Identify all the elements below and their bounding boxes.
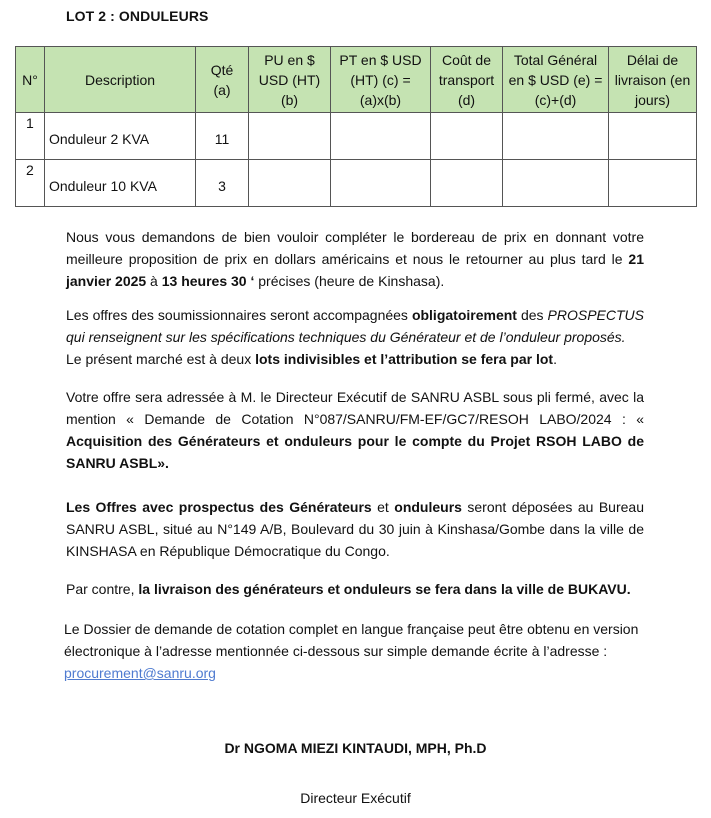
text: Par contre, (66, 581, 139, 597)
table-row (16, 113, 697, 160)
header-quantity: Qté (a) (196, 47, 249, 113)
emphasis: Les Offres avec prospectus des Générateurs (66, 499, 372, 515)
row-unit-price-cell[interactable] (249, 160, 331, 207)
deadline-date: 21 janvier 2025 (66, 251, 644, 289)
paragraph-submission (66, 386, 644, 474)
emphasis: obligatoirement (411, 307, 517, 323)
emphasis: onduleurs (394, 499, 462, 515)
row-delivery-delay-cell[interactable] (609, 113, 697, 160)
paragraph-prospectus (66, 304, 644, 370)
submission-subject: Acquisition des Générateurs et onduleurs pour le compte du Projet RSOH LABO de SANRU ASBL». (66, 433, 644, 471)
row-grand-total-cell[interactable] (503, 113, 609, 160)
row-number: 2 (16, 160, 45, 207)
header-number: N° (16, 47, 45, 113)
header-grand-total: Total Général en $ USD (e) = (c)+(d) (503, 47, 609, 113)
lot-title: LOT 2 : ONDULEURS (66, 8, 209, 24)
text: des (516, 307, 548, 323)
row-grand-total-cell[interactable] (503, 160, 609, 207)
delivery-location: la livraison des générateurs et onduleurs se fera dans la ville de BUKAVU. (138, 581, 631, 597)
row-quantity: 11 (196, 113, 249, 160)
header-unit-price: PU en $ USD (HT) (b) (249, 47, 331, 113)
paragraph-deposit (66, 496, 644, 562)
table-header-row (16, 47, 697, 113)
paragraph-deadline (66, 226, 644, 292)
price-schedule-table (15, 46, 697, 207)
text: précises (heure de Kinshasa). (254, 273, 445, 289)
prospectus-note: PROSPECTUS qui renseignent sur les spécifications techniques du Générateur et de l’onduleur proposés. (66, 307, 644, 345)
table-row (16, 160, 697, 207)
text: Votre offre sera adressée à M. le Directeur Exécutif de SANRU ASBL sous pli fermé, avec la mention « Demande de Cotation N°087/SANRU/FM-EF/GC7/RESOH LABO/2024 : « (66, 389, 644, 427)
row-description: Onduleur 10 KVA (45, 160, 196, 207)
text: seront déposées au Bureau SANRU ASBL, situé au N°149 A/B, Boulevard du 30 juin à Kinshasa/Gombe dans la ville de KINSHASA en République Démocratique du Congo. (66, 499, 644, 559)
row-number: 1 (16, 113, 45, 160)
text: Le présent marché est à deux (66, 351, 256, 367)
lots-note: lots indivisibles et l’attribution se fera par lot (255, 351, 554, 367)
header-transport-cost: Coût de transport (d) (431, 47, 503, 113)
header-delivery-delay: Délai de livraison (en jours) (609, 47, 697, 113)
deadline-time: 13 heures 30 ‘ (161, 273, 255, 289)
text: Le Dossier de demande de cotation complet en langue française peut être obtenu en version électronique à l’adresse mentionnée ci-dessous sur simple demande écrite à l’adresse : (64, 621, 639, 659)
text: . (553, 351, 557, 367)
signatory-name: Dr NGOMA MIEZI KINTAUDI, MPH, Ph.D (224, 740, 487, 756)
text: Les offres des soumissionnaires seront accompagnées (66, 307, 412, 323)
text: et (371, 499, 395, 515)
row-total-price-cell[interactable] (331, 113, 431, 160)
signatory-role: Directeur Exécutif (300, 790, 411, 806)
row-transport-cost-cell[interactable] (431, 160, 503, 207)
paragraph-delivery (66, 578, 644, 600)
row-description: Onduleur 2 KVA (45, 113, 196, 160)
text: à (146, 273, 162, 289)
header-total-price: PT en $ USD (HT) (c) = (a)x(b) (331, 47, 431, 113)
row-transport-cost-cell[interactable] (431, 113, 503, 160)
paragraph-dossier (64, 618, 644, 684)
row-unit-price-cell[interactable] (249, 113, 331, 160)
header-description: Description (45, 47, 196, 113)
row-delivery-delay-cell[interactable] (609, 160, 697, 207)
row-total-price-cell[interactable] (331, 160, 431, 207)
row-quantity: 3 (196, 160, 249, 207)
text: Nous vous demandons de bien vouloir compléter le bordereau de prix en donnant votre meilleure proposition de prix en dollars américains et nous le retourner au plus tard le (66, 229, 644, 267)
email-link[interactable]: procurement@sanru.org (64, 665, 216, 681)
